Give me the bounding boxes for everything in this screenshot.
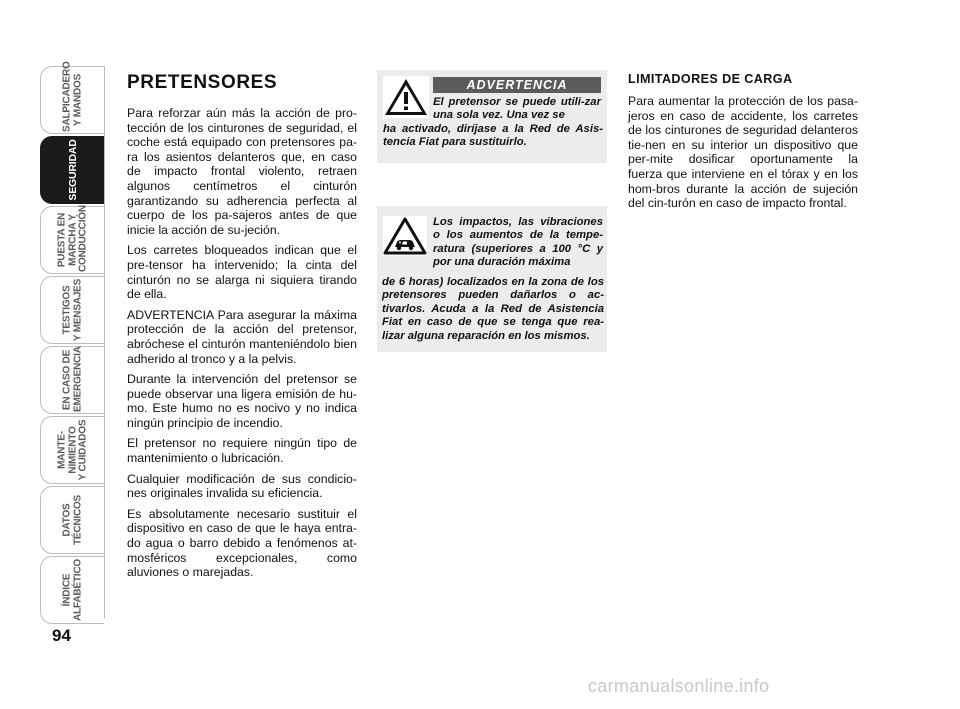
chapter-tabs bbox=[40, 61, 106, 626]
paragraph: El pretensor no requiere ningún tipo de mantenimiento o lubricación. bbox=[127, 436, 357, 466]
paragraph: Los carretes bloqueados indican que el pre-tensor ha intervenido; la cinta del cinturón no se alarga ni siquiera tirando de ella. bbox=[127, 243, 357, 302]
tab-label: DATOS TÉCNICOS bbox=[61, 494, 83, 546]
tab-label: EN CASO DE EMERGENCIA bbox=[61, 346, 83, 412]
section-subtitle: LIMITADORES DE CARGA bbox=[628, 72, 793, 86]
tab-seguridad[interactable] bbox=[40, 136, 104, 204]
warning-box bbox=[377, 70, 607, 163]
tab-label: MANTE- NIMIENTO Y CUIDADOS bbox=[55, 419, 88, 481]
page-number: 94 bbox=[52, 626, 71, 645]
paragraph: ADVERTENCIA Para asegurar la máxima protección de la acción del pretensor, abróchese el cinturón manteniéndolo bien adherido al tronco y a la pelvis. bbox=[127, 307, 357, 366]
paragraph: Para reforzar aún más la acción de pro-tección de los cinturones de seguridad, el coche está equipado con pretensores pa-ra los asientos delanteros que, en caso de impacto frontal violento, retraen algunos centímetros el cinturón garantizando su adherencia perfecta al cuerpo de los pa-sajeros antes de que inicie la acción de su-jeción. bbox=[127, 106, 357, 237]
caution-box bbox=[377, 206, 607, 352]
tab-puesta-en-marcha[interactable] bbox=[40, 206, 104, 274]
tab-testigos[interactable] bbox=[40, 276, 104, 344]
paragraph: Es absolutamente necesario sustituir el dispositivo en caso de que le haya entra-do agua o barro debido a fenómenos at-mosféricos excepcionales, como aluviones o marejadas. bbox=[127, 506, 357, 580]
tab-label: ÍNDICE ALFABÉTICO bbox=[61, 559, 83, 621]
tab-label: TESTIGOS Y MENSAJES bbox=[61, 278, 83, 342]
caution-text: Los impactos, las vibraciones o los aumentos de la tempe-ratura (superiores a 100 °C y por una duración máxima bbox=[433, 216, 603, 269]
warning-header: ADVERTENCIA bbox=[433, 77, 601, 93]
tab-indice[interactable] bbox=[40, 556, 104, 624]
tab-label: SALPICADERO Y MANDOS bbox=[61, 61, 83, 132]
sidebar-divider bbox=[104, 66, 105, 618]
tab-datos-tecnicos[interactable] bbox=[40, 486, 104, 554]
pretensores-section bbox=[127, 72, 357, 586]
tab-label: PUESTA EN MARCHA Y CONDUCCIÓN bbox=[55, 205, 88, 272]
warning-triangle-icon bbox=[383, 76, 429, 118]
tab-emergencia[interactable] bbox=[40, 346, 104, 414]
tab-salpicadero[interactable] bbox=[40, 61, 104, 134]
caution-text: de 6 horas) localizados en la zona de los pretensores pueden dañarlos o ac-tivarlos. Acuda a la Red de Asistencia Fiat en caso de que se tenga que rea-lizar alguna reparación en los mismos. bbox=[382, 276, 604, 342]
paragraph: Cualquier modificación de sus condicio-nes originales invalida su eficiencia. bbox=[127, 471, 357, 501]
car-caution-icon bbox=[383, 216, 427, 256]
section-title: PRETENSORES bbox=[127, 72, 278, 93]
paragraph: Para aumentar la protección de los pasa-jeros en caso de accidente, los carretes de los cinturones de seguridad delanteros tie-nen en su interior un dispositivo que per-mite dosificar oportunamente la fuerza que interviene en el tórax y en los hom-bros durante la acción de sujeción del cin-turón en caso de impacto frontal. bbox=[628, 94, 858, 211]
tab-label: SEGURIDAD bbox=[66, 139, 79, 201]
paragraph: Durante la intervención del pretensor se puede observar una ligera emisión de hu-mo. Este humo no es nocivo y no indica ningún principio de incendio. bbox=[127, 372, 357, 430]
watermark: carmanualsonline.info bbox=[588, 676, 770, 696]
limitadores-section bbox=[628, 72, 858, 211]
warning-text: ha activado, diríjase a la Red de Asis-tencia Fiat para sustituirlo. bbox=[383, 123, 603, 149]
warning-text: El pretensor se puede utili-zar una sola vez. Una vez se bbox=[433, 96, 601, 122]
tab-mantenimiento[interactable] bbox=[40, 416, 104, 484]
